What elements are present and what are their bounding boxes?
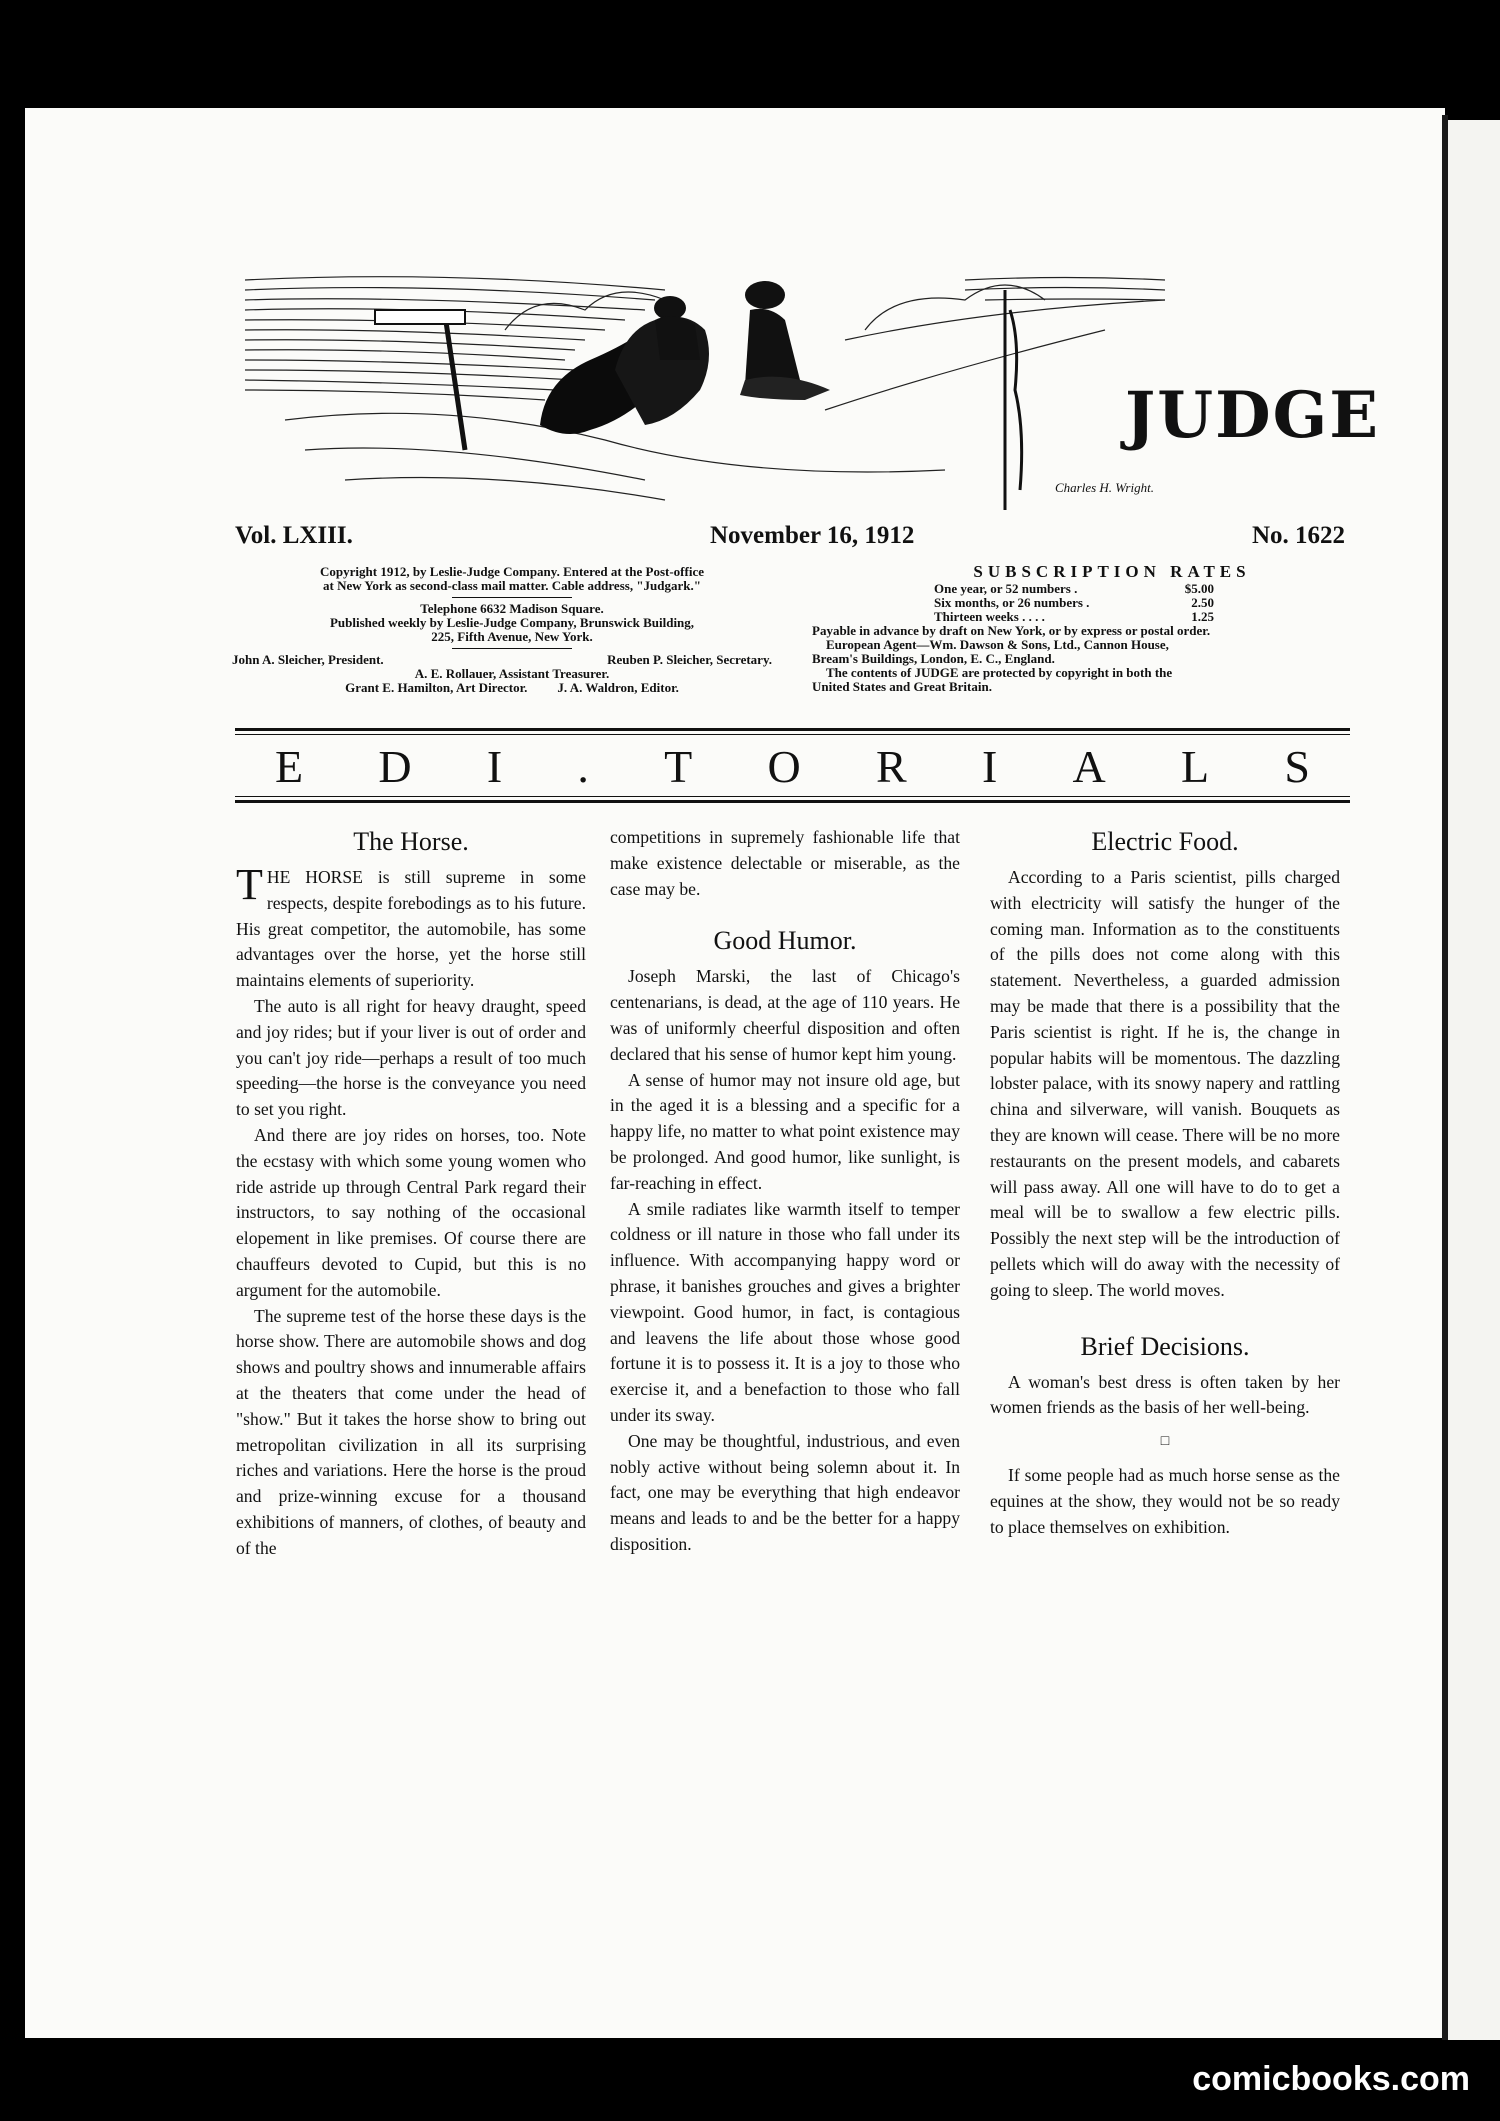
- secretary-line: Reuben P. Sleicher, Secretary.: [607, 652, 772, 667]
- issue-date: November 16, 1912: [710, 522, 915, 549]
- article-paragraph: A woman's best dress is often taken by her women friends as the basis of her well-being.: [990, 1371, 1340, 1418]
- volume-label: Vol. LXIII.: [235, 522, 353, 549]
- watermark: comicbooks.com: [1192, 2060, 1470, 2098]
- article-paragraph: competitions in supremely fashionable life that make existence delectable or miserable, as the case may be.: [610, 827, 960, 899]
- column-2: [610, 825, 960, 1558]
- article-paragraph: One may be thoughtful, industrious, and even nobly active without being solemn about it. In fact, one may be everything that high endeavor means and leads to and be the better for a happy disposition.: [610, 1430, 960, 1554]
- agent-line: Bream's Buildings, London, E. C., England.: [812, 651, 1055, 666]
- masthead-title: JUDGE: [1125, 378, 1381, 453]
- divider-rule: [235, 728, 1350, 731]
- column-1: [236, 825, 586, 1562]
- column-3: [990, 825, 1340, 1540]
- paragraph-separator: □: [1160, 1434, 1170, 1450]
- divider-rule: [235, 796, 1350, 797]
- divider-rule: [235, 734, 1350, 735]
- subscription-title: SUBSCRIPTION RATES: [973, 562, 1251, 581]
- article-title: Good Humor.: [713, 926, 857, 956]
- masthead-illustration: [245, 250, 1165, 520]
- article-title: Electric Food.: [1091, 827, 1239, 856]
- article-paragraph: The auto is all right for heavy draught, speed and joy rides; but if your liver is out of order and you can't joy ride—perhaps a result of too much speeding—the horse is the conveyance you need to set you right.: [236, 995, 586, 1120]
- article-paragraph: The supreme test of the horse these days is the horse show. There are automobile shows and dog shows and poultry shows and innumerable affairs at the theaters that come under the head of "show." But it takes the horse show to bring out metropolitan civilization in all its surprising riches and variations. Here the horse is the proud and prize-winning excuse for a thousand exhibitions of manners, of clothes, of beauty and of the: [236, 1305, 586, 1558]
- drop-cap: T: [236, 860, 263, 909]
- article-title: Brief Decisions.: [1080, 1331, 1250, 1361]
- rate-row: Thirteen weeks . . . . 1.25: [934, 609, 1214, 624]
- copyright-line: at New York as second-class mail matter. Cable address, "Judgark.": [323, 578, 701, 593]
- contents-line: United States and Great Britain.: [812, 679, 992, 694]
- article-paragraph: Joseph Marski, the last of Chicago's centenarians, is dead, at the age of 110 years. He was of uniformly cheerful disposition and often declared that his sense of humor kept him young.: [610, 966, 960, 1064]
- subscription-box: [812, 562, 1352, 694]
- section-title-editorials: E D I . T O R I A L S: [275, 741, 1310, 792]
- payable-line: Payable in advance by draft on New York, or by express or postal order.: [812, 623, 1211, 638]
- copyright-line: Copyright 1912, by Leslie-Judge Company. Entered at the Post-office: [320, 564, 704, 579]
- published-line: Published weekly by Leslie-Judge Company, Brunswick Building,: [329, 615, 695, 630]
- rate-row: One year, or 52 numbers . $5.00: [934, 581, 1214, 596]
- treasurer-line: A. E. Rollauer, Assistant Treasurer.: [414, 666, 610, 681]
- contents-line: The contents of JUDGE are protected by copyright in both the: [826, 665, 1173, 680]
- president-line: John A. Sleicher, President.: [232, 652, 384, 667]
- publisher-info: [232, 565, 792, 695]
- telephone-line: Telephone 6632 Madison Square.: [420, 601, 604, 616]
- article-paragraph: If some people had as much horse sense as the equines at the show, they would not be so ready to place themselves on exhibition.: [990, 1464, 1340, 1537]
- article-title: The Horse.: [353, 827, 469, 856]
- rate-row: Six months, or 26 numbers . 2.50: [934, 595, 1214, 610]
- article-paragraph: And there are joy rides on horses, too. Note the ecstasy with which some young women who ride astride up through Central Park regard their instructors, to say nothing of the occasional elopement in like premises. Of course there are chauffeurs devoted to Cupid, but this is no argument for the automobile.: [236, 1124, 586, 1300]
- artist-credit: Charles H. Wright.: [1055, 480, 1154, 495]
- article-paragraph: THE HORSE is still supreme in some respects, despite forebodings as to his future. His great competitor, the automobile, has some advantages over the horse, yet the horse still maintains elements of superiority.: [236, 860, 586, 991]
- agent-line: European Agent—Wm. Dawson & Sons, Ltd., Cannon House,: [826, 637, 1169, 652]
- facing-page-edge: [1448, 120, 1500, 2040]
- published-line: 225, Fifth Avenue, New York.: [431, 629, 593, 644]
- editor-line: J. A. Waldron, Editor.: [557, 680, 679, 695]
- article-paragraph: A smile radiates like warmth itself to temper coldness or ill nature in those who fall under its influence. With accompanying happy word or phrase, it banishes grouches and gives a brighter viewpoint. Good humor, in fact, is contagious and leavens the life about those whose good fortune it is to possess it. It is a joy to those who exercise it, and a benefaction to those who fall under its sway.: [610, 1198, 960, 1425]
- art-director-line: Grant E. Hamilton, Art Director.: [345, 680, 528, 695]
- article-paragraph: A sense of humor may not insure old age, but in the aged it is a blessing and a specific for a happy life, no matter to what point existence may be prolonged. And good humor, like sunlight, is far-reaching in effect.: [610, 1069, 960, 1193]
- divider-rule: [235, 800, 1350, 803]
- article-paragraph: According to a Paris scientist, pills charged with electricity will satisfy the hunger of the coming man. Information as to the constituents of the pills does not come along with this statement. Nevertheless, a guarded admission may be made that there is a possibility that the Paris scientist is right. If he is, the change in popular habits will be momentous. The dazzling lobster palace, with its snowy napery and rattling china and silverware, will vanish. Bouquets as they are known will cease. There will be no more restaurants on the present models, and cabarets will pass away. All one will have to do to get a meal will be to swallow a few electric pills. Possibly the next step will be the introduction of pellets which will do away with the necessity of going to sleep. The world moves.: [990, 867, 1340, 1300]
- issue-number: No. 1622: [1252, 522, 1346, 549]
